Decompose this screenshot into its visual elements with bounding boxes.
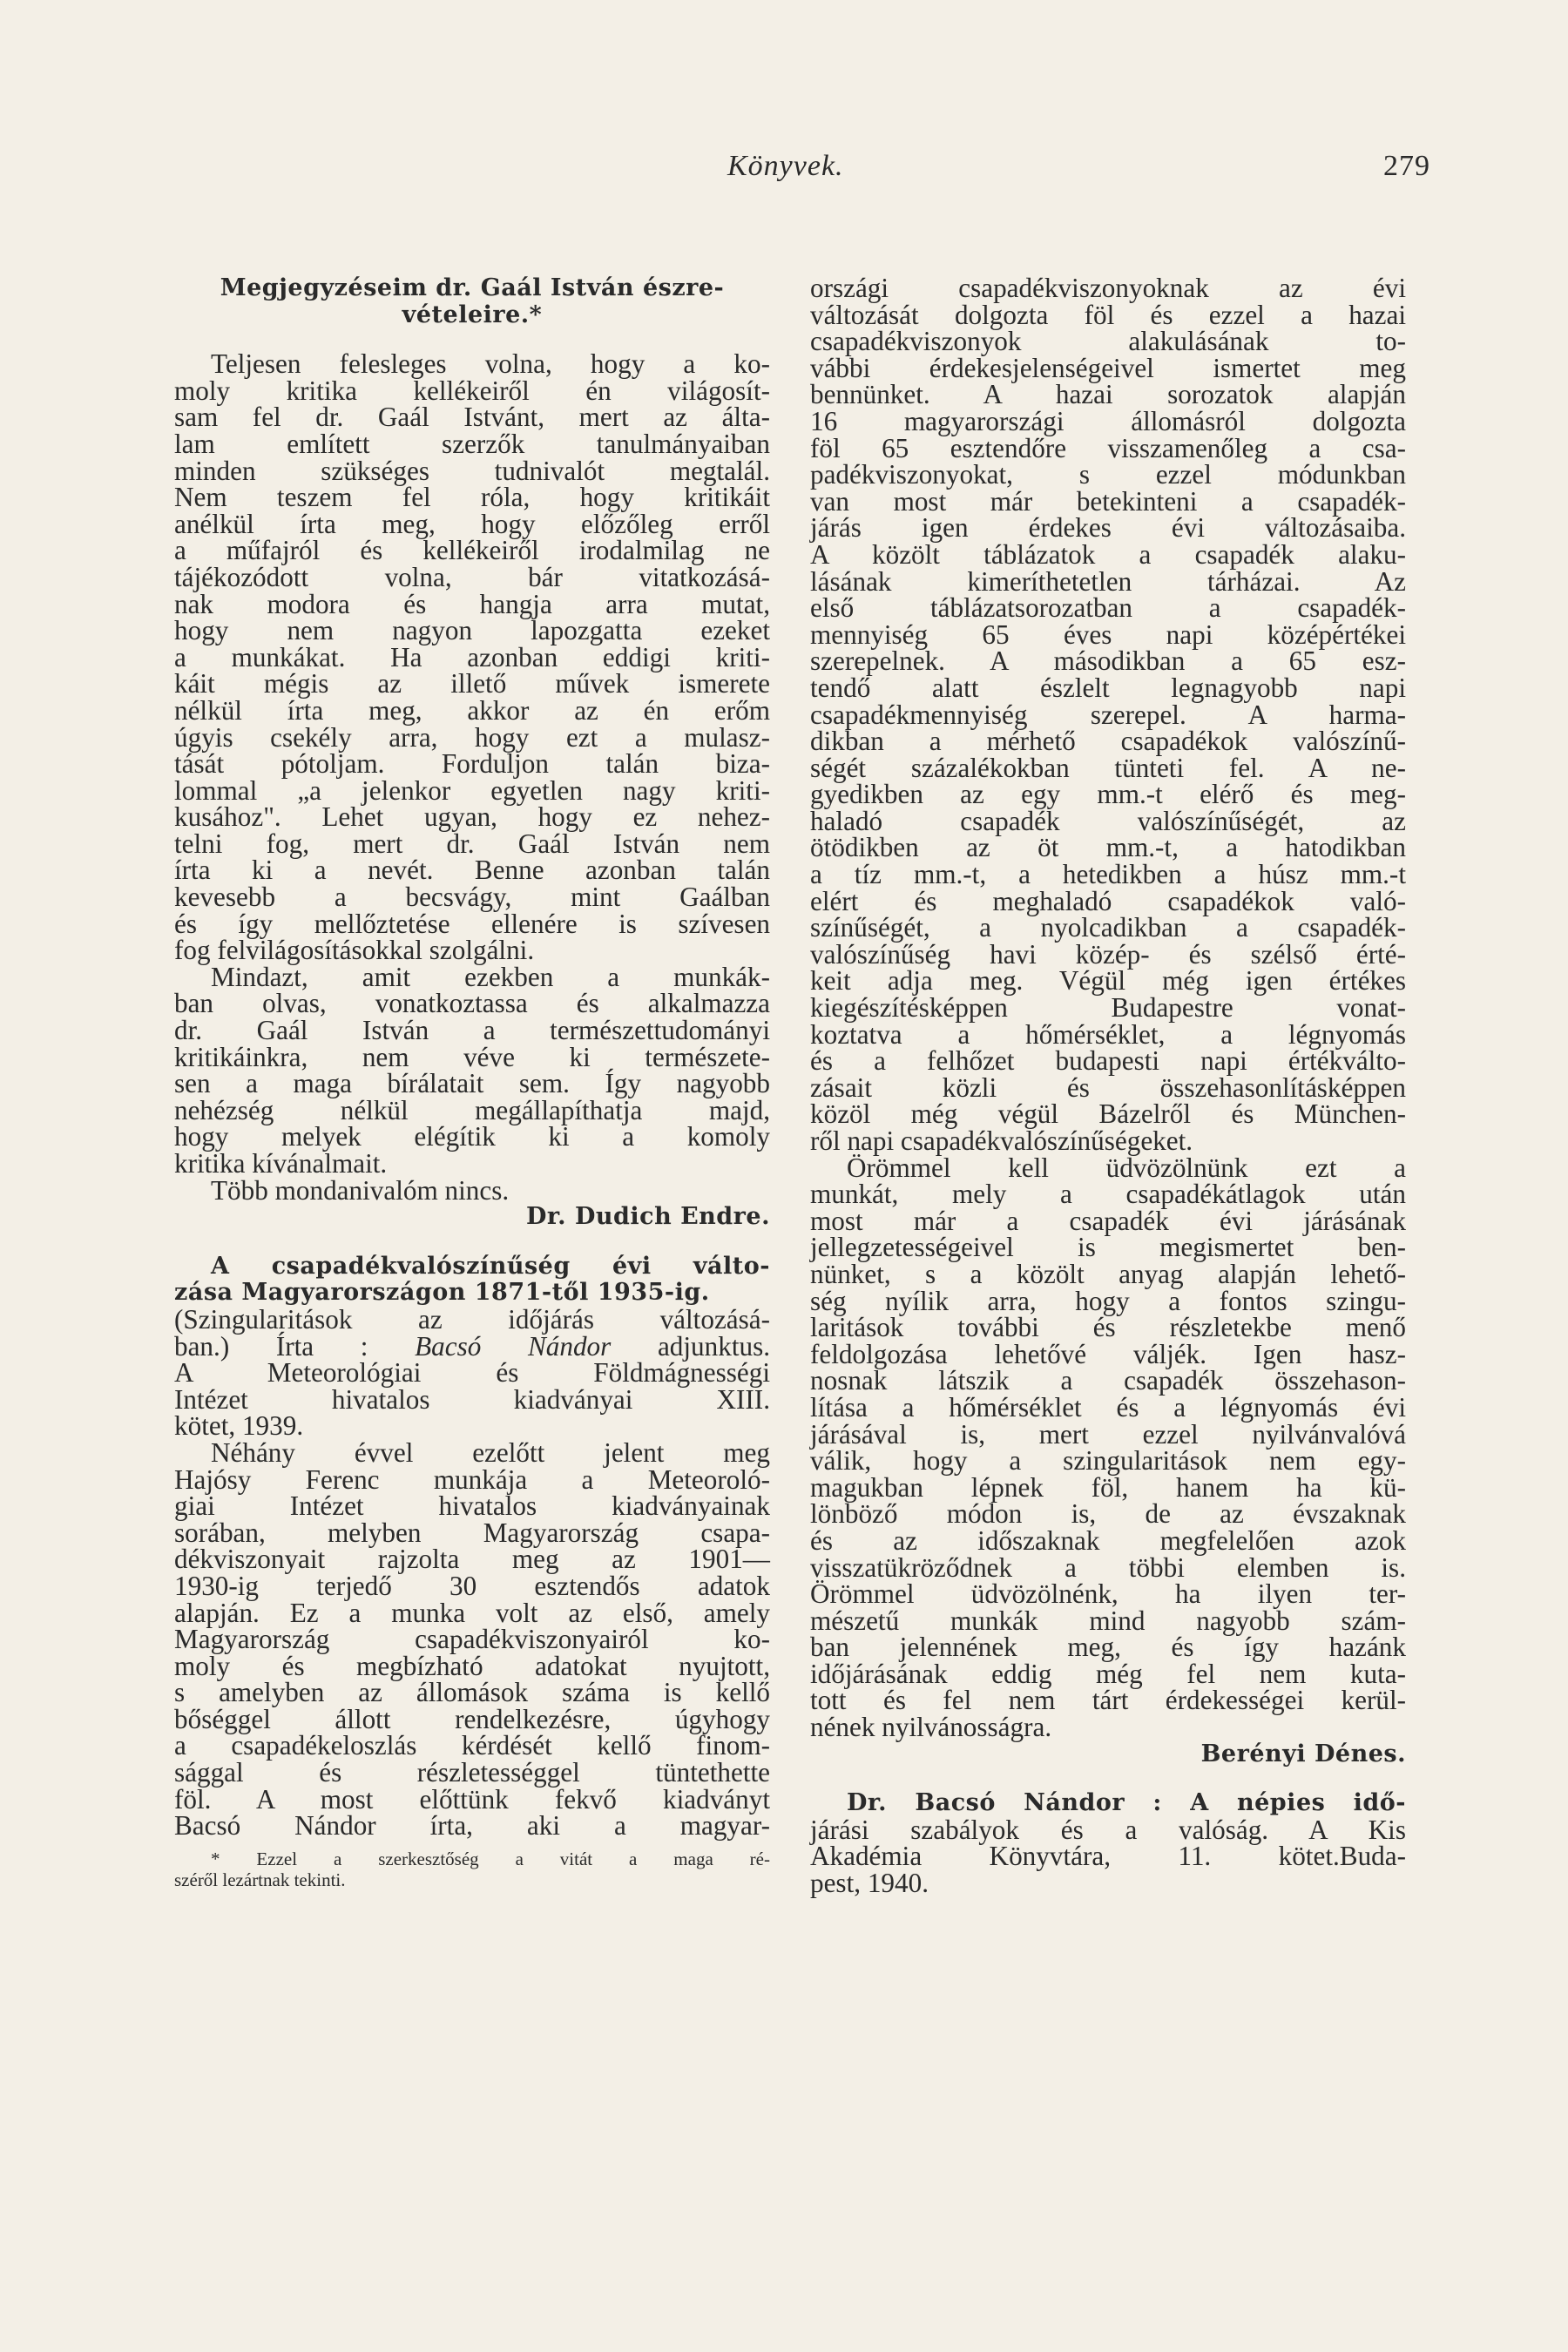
text-line: A közölt táblázatok a csapadék alaku- bbox=[810, 538, 1406, 570]
text-line: hogy nem nagyon lapozgatta ezeket bbox=[174, 615, 770, 646]
text-line: laritások további és részletekbe menő bbox=[810, 1312, 1406, 1343]
text-line: sen a maga bírálatait sem. Így nagyobb bbox=[174, 1068, 770, 1099]
text-line: (Szingularitások az időjárás változásá- bbox=[174, 1303, 770, 1335]
text-line: válik, hogy a szingularitások nem egy- bbox=[810, 1445, 1406, 1477]
text-line: tendő alatt észlelt legnagyobb napi bbox=[810, 672, 1406, 703]
text-line: pest, 1940. bbox=[810, 1868, 929, 1899]
text-line: ség nyílik arra, hogy a fontos szingu- bbox=[810, 1285, 1406, 1316]
review1-title bbox=[174, 275, 770, 328]
text-line: sam fel dr. Gaál Istvánt, mert az álta- bbox=[174, 402, 770, 433]
left-column bbox=[174, 275, 770, 1890]
text-line: dékviszonyait rajzolta meg az 1901— bbox=[174, 1544, 770, 1575]
text-line: moly és megbízható adatokat nyujtott, bbox=[174, 1650, 770, 1681]
text-line: Hajósy Ferenc munkája a Meteoroló- bbox=[174, 1463, 770, 1495]
text-line: koztatva a hőmérséklet, a légnyomás bbox=[810, 1018, 1406, 1050]
text-line: lommal „a jelenkor egyetlen nagy kriti- bbox=[174, 774, 770, 806]
text-line: Örömmel kell üdvözölnünk ezt a bbox=[847, 1152, 1406, 1183]
text-line: nének nyilvánosságra. bbox=[810, 1712, 1052, 1743]
text-line: sorában, melyben Magyarország csapa- bbox=[174, 1517, 770, 1548]
text-line: a csapadékeloszlás kérdését kellő finom- bbox=[174, 1730, 770, 1761]
text-line: ban jelennének meg, és így hazánk bbox=[810, 1632, 1406, 1663]
review2-title-line: A csapadékvalószínűség évi válto- bbox=[211, 1252, 770, 1280]
text-line: lam említett szerzők tanulmányaiban bbox=[174, 428, 770, 459]
text-line: dikban a mérhető csapadékok valószínű- bbox=[810, 726, 1406, 757]
text-line: kiegészítésképpen Budapestre vonat- bbox=[810, 992, 1406, 1024]
text-line: giai Intézet hivatalos kiadványainak bbox=[174, 1490, 770, 1522]
text-line: időjárásának eddig még fel nem kuta- bbox=[810, 1658, 1406, 1689]
text-line: s amelyben az állomások száma is kellő bbox=[174, 1677, 770, 1708]
text-line: alapján. Ez a munka volt az első, amely bbox=[174, 1597, 770, 1628]
review2-meta bbox=[174, 1303, 771, 1442]
text-line: lönböző módon is, de az évszaknak bbox=[810, 1498, 1406, 1530]
text-line: tájékozódott volna, bár vitatkozásá- bbox=[174, 561, 770, 592]
text-line: moly kritika kellékeiről én világosít- bbox=[174, 375, 770, 406]
text-line: munkát, mely a csapadékátlagok után bbox=[810, 1179, 1406, 1210]
review1-title-line: Megjegyzéseim dr. Gaál István észre- bbox=[220, 274, 725, 301]
author-name: Bacsó Nándor bbox=[415, 1330, 612, 1362]
text-line: országi csapadékviszonyoknak az évi bbox=[810, 273, 1406, 303]
text-line: dr. Gaál István a természettudományi bbox=[174, 1015, 770, 1046]
text-line: lásának kimeríthetetlen tárházai. Az bbox=[810, 565, 1406, 597]
text-line: 1930-ig terjedő 30 esztendős adatok bbox=[174, 1570, 770, 1601]
text-line: nünket, s a közölt anyag alapján lehető- bbox=[810, 1258, 1406, 1289]
text-line: minden szükséges tudnivalót megtalál. bbox=[174, 455, 770, 486]
text-line: nosnak látszik a csapadék összehason- bbox=[810, 1365, 1406, 1396]
text-line: nélkül írta meg, akkor az én erőm bbox=[174, 694, 770, 726]
footnote-line: * Ezzel a szerkesztőség a vitát a maga ré- bbox=[211, 1848, 770, 1869]
text-line: zásait közli és összehasonlításképpen bbox=[810, 1071, 1406, 1103]
text-line: kritika kívánalmait. bbox=[174, 1148, 388, 1179]
text-line: mennyiség 65 éves napi középértékei bbox=[810, 618, 1406, 650]
text-line: hogy melyek elégítik ki a komoly bbox=[174, 1121, 770, 1152]
text-line: káit mégis az illető művek ismerete bbox=[174, 668, 770, 700]
text-line: lítása a hőmérséklet és a légnyomás évi bbox=[810, 1391, 1406, 1423]
text-line: van most már betekinteni a csapadék- bbox=[810, 485, 1406, 517]
text-line: föl 65 esztendőre visszamenőleg a csa- bbox=[810, 432, 1406, 463]
text-line: Örömmel üdvözölnénk, ha ilyen ter- bbox=[810, 1578, 1406, 1610]
text-line: nak modora és hangja arra mutat, bbox=[174, 588, 770, 619]
review2-body bbox=[174, 1436, 770, 1842]
text-line: közöl még végül Bázelről és München- bbox=[810, 1098, 1406, 1130]
text-line: elért és meghaladó csapadékok való- bbox=[810, 885, 1406, 916]
text-line: írta ki a nevét. Benne azonban talán bbox=[174, 855, 770, 886]
text-line: és a felhőzet budapesti napi értékváltо- bbox=[810, 1045, 1406, 1077]
text-line: bennünket. A hazai sorozatok alapján bbox=[810, 379, 1406, 410]
text-line: telni fog, mert dr. Gaál István nem bbox=[174, 828, 770, 859]
text-line: ban olvas, vonatkoztassa és alkalmazza bbox=[174, 988, 770, 1019]
text-line: tását pótoljam. Forduljon talán biza- bbox=[174, 748, 770, 780]
text-line: úgyis csekély arra, hogy ezt a mulasz- bbox=[174, 721, 770, 753]
text-line: első táblázatsorozatban a csapadék- bbox=[810, 592, 1406, 624]
text-line: Dr. Bacsó Nándor : A népies idő- bbox=[847, 1789, 1406, 1817]
footnote-line: széről lezártnak tekinti. bbox=[174, 1869, 346, 1890]
text-line: visszatükröződnek a többi elemben is. bbox=[810, 1551, 1406, 1583]
text-line: csapadékmennyiség szerepel. A harma- bbox=[810, 699, 1406, 730]
text-line: Akadémia Könyvtára, 11. kötet.Buda- bbox=[810, 1841, 1406, 1872]
text-line: ségét százalékokban tünteti fel. A ne- bbox=[810, 752, 1406, 783]
text-line: a műfajról és kellékeiről irodalmilag ne bbox=[174, 535, 770, 566]
text-line: kritikáinkra, nem véve ki természete- bbox=[174, 1041, 770, 1072]
text-line: csapadékviszonyok alakulásának to- bbox=[810, 326, 1406, 357]
text-line: vábbi érdekesjelenségeivel ismertet meg bbox=[810, 352, 1406, 383]
text-line: anélkül írta meg, hogy előzőleg erről bbox=[174, 508, 770, 539]
running-title: Könyvek. bbox=[727, 150, 844, 182]
text-line: nehézség nélkül megállapíthatja majd, bbox=[174, 1094, 770, 1125]
text-line: Néhány évvel ezelőtt jelent meg bbox=[211, 1436, 770, 1468]
text-line: mészetű munkák mind nagyobb szám- bbox=[810, 1605, 1406, 1636]
text-line: bőséggel állott rendelkezésre, úgyhogy bbox=[174, 1703, 770, 1734]
text-line: járásával is, mert ezzel nyilvánvalóvá bbox=[810, 1418, 1406, 1450]
text-line: ban.) Írta : Bacsó Nándor adjunktus. bbox=[174, 1330, 771, 1362]
text-line: kusához". Lehet ugyan, hogy ez nehez- bbox=[174, 801, 770, 833]
text-line: a tíz mm.-t, a hetedikben a húsz mm.-t bbox=[810, 859, 1406, 890]
text-line: és így mellőztetése ellenére is szívesen bbox=[174, 908, 770, 939]
text-line: járási szabályok és a valóság. A Kis bbox=[810, 1814, 1406, 1845]
review2-continuation bbox=[810, 275, 1406, 1155]
review1-body bbox=[174, 348, 770, 1179]
text-line: föl. A most előttünk fekvő kiadványt bbox=[174, 1783, 770, 1815]
footnote bbox=[174, 1848, 770, 1890]
text-line: Mindazt, amit ezekben a munkák- bbox=[211, 961, 770, 992]
text-line: a munkákat. Ha azonban eddigi kriti- bbox=[174, 641, 770, 672]
text-line: ötödikben az öt mm.-t, a hatodikban bbox=[810, 832, 1406, 863]
text-line: változását dolgozta föl és ezzel a hazai bbox=[810, 299, 1406, 330]
text-line: Bacsó Nándor írta, aki a magyar- bbox=[174, 1810, 770, 1842]
text-line: padékviszonyokat, s ezzel módunkban bbox=[810, 459, 1406, 490]
text-line: magukban lépnek föl, hanem ha kü- bbox=[810, 1471, 1406, 1503]
review3-entry bbox=[810, 1789, 1406, 1899]
review1-signature: Dr. Dudich Endre. bbox=[525, 1203, 770, 1231]
text-line: kevesebb a becsvágy, mint Gaálban bbox=[174, 882, 770, 913]
text-line: Nem teszem fel róla, hogy kritikáit bbox=[174, 482, 770, 513]
review1-title-line: vételeire.* bbox=[402, 301, 543, 328]
right-column bbox=[810, 275, 1406, 1897]
page-number: 279 bbox=[1383, 150, 1430, 182]
text-line: szerepelnek. A másodikban a 65 esz- bbox=[810, 645, 1406, 677]
text-line: gyedikben az egy mm.-t elérő és meg- bbox=[810, 779, 1406, 810]
text-line: valószínűség havi közép- és szélső érté- bbox=[810, 938, 1406, 970]
text-line: Magyarország csapadékviszonyairól ko- bbox=[174, 1624, 770, 1655]
text-line: sággal és részletességgel tüntethette bbox=[174, 1757, 770, 1788]
text-line: A Meteorológiai és Földmágnességi bbox=[174, 1357, 770, 1389]
text-line: kötet, 1939. bbox=[174, 1410, 304, 1442]
text-line: 16 magyarországi állomásról dolgozta bbox=[810, 405, 1406, 436]
review2-title bbox=[174, 1254, 770, 1307]
text-line: feldolgozása lehetővé váljék. Igen hasz- bbox=[810, 1338, 1406, 1369]
text-line: járás igen érdekes évi változásaiba. bbox=[810, 512, 1406, 544]
text-line: színűségét, a nyolcadikban a csapadék- bbox=[810, 912, 1406, 943]
review2-signature: Berényi Dénes. bbox=[1200, 1740, 1406, 1767]
text-line: tott és fel nem tárt érdekességei kerül- bbox=[810, 1685, 1406, 1716]
review2-title-line: zása Magyarországon 1871-től 1935-ig. bbox=[174, 1279, 710, 1307]
text-line: Teljesen felesleges volna, hogy a ko- bbox=[211, 348, 770, 380]
text-line: jellegzetességeivel is megismertet ben- bbox=[810, 1232, 1406, 1263]
review2-conclusion bbox=[810, 1152, 1406, 1743]
text-line: fog felvilágosításokkal szolgálni. bbox=[174, 935, 535, 966]
text-line: keit adja meg. Végül még igen értékes bbox=[810, 965, 1406, 997]
text-line: és az időszaknak megfelelően azok bbox=[810, 1524, 1406, 1556]
text-line: most már a csapadék évi járásának bbox=[810, 1205, 1406, 1236]
review1-closing: Több mondanivalóm nincs. bbox=[211, 1174, 510, 1206]
text-line: ről napi csapadékvalószínűségeket. bbox=[810, 1125, 1193, 1156]
text-line: Intézet hivatalos kiadványai XIII. bbox=[174, 1383, 770, 1415]
text-line: haladó csapadék valószínűségét, az bbox=[810, 805, 1406, 836]
